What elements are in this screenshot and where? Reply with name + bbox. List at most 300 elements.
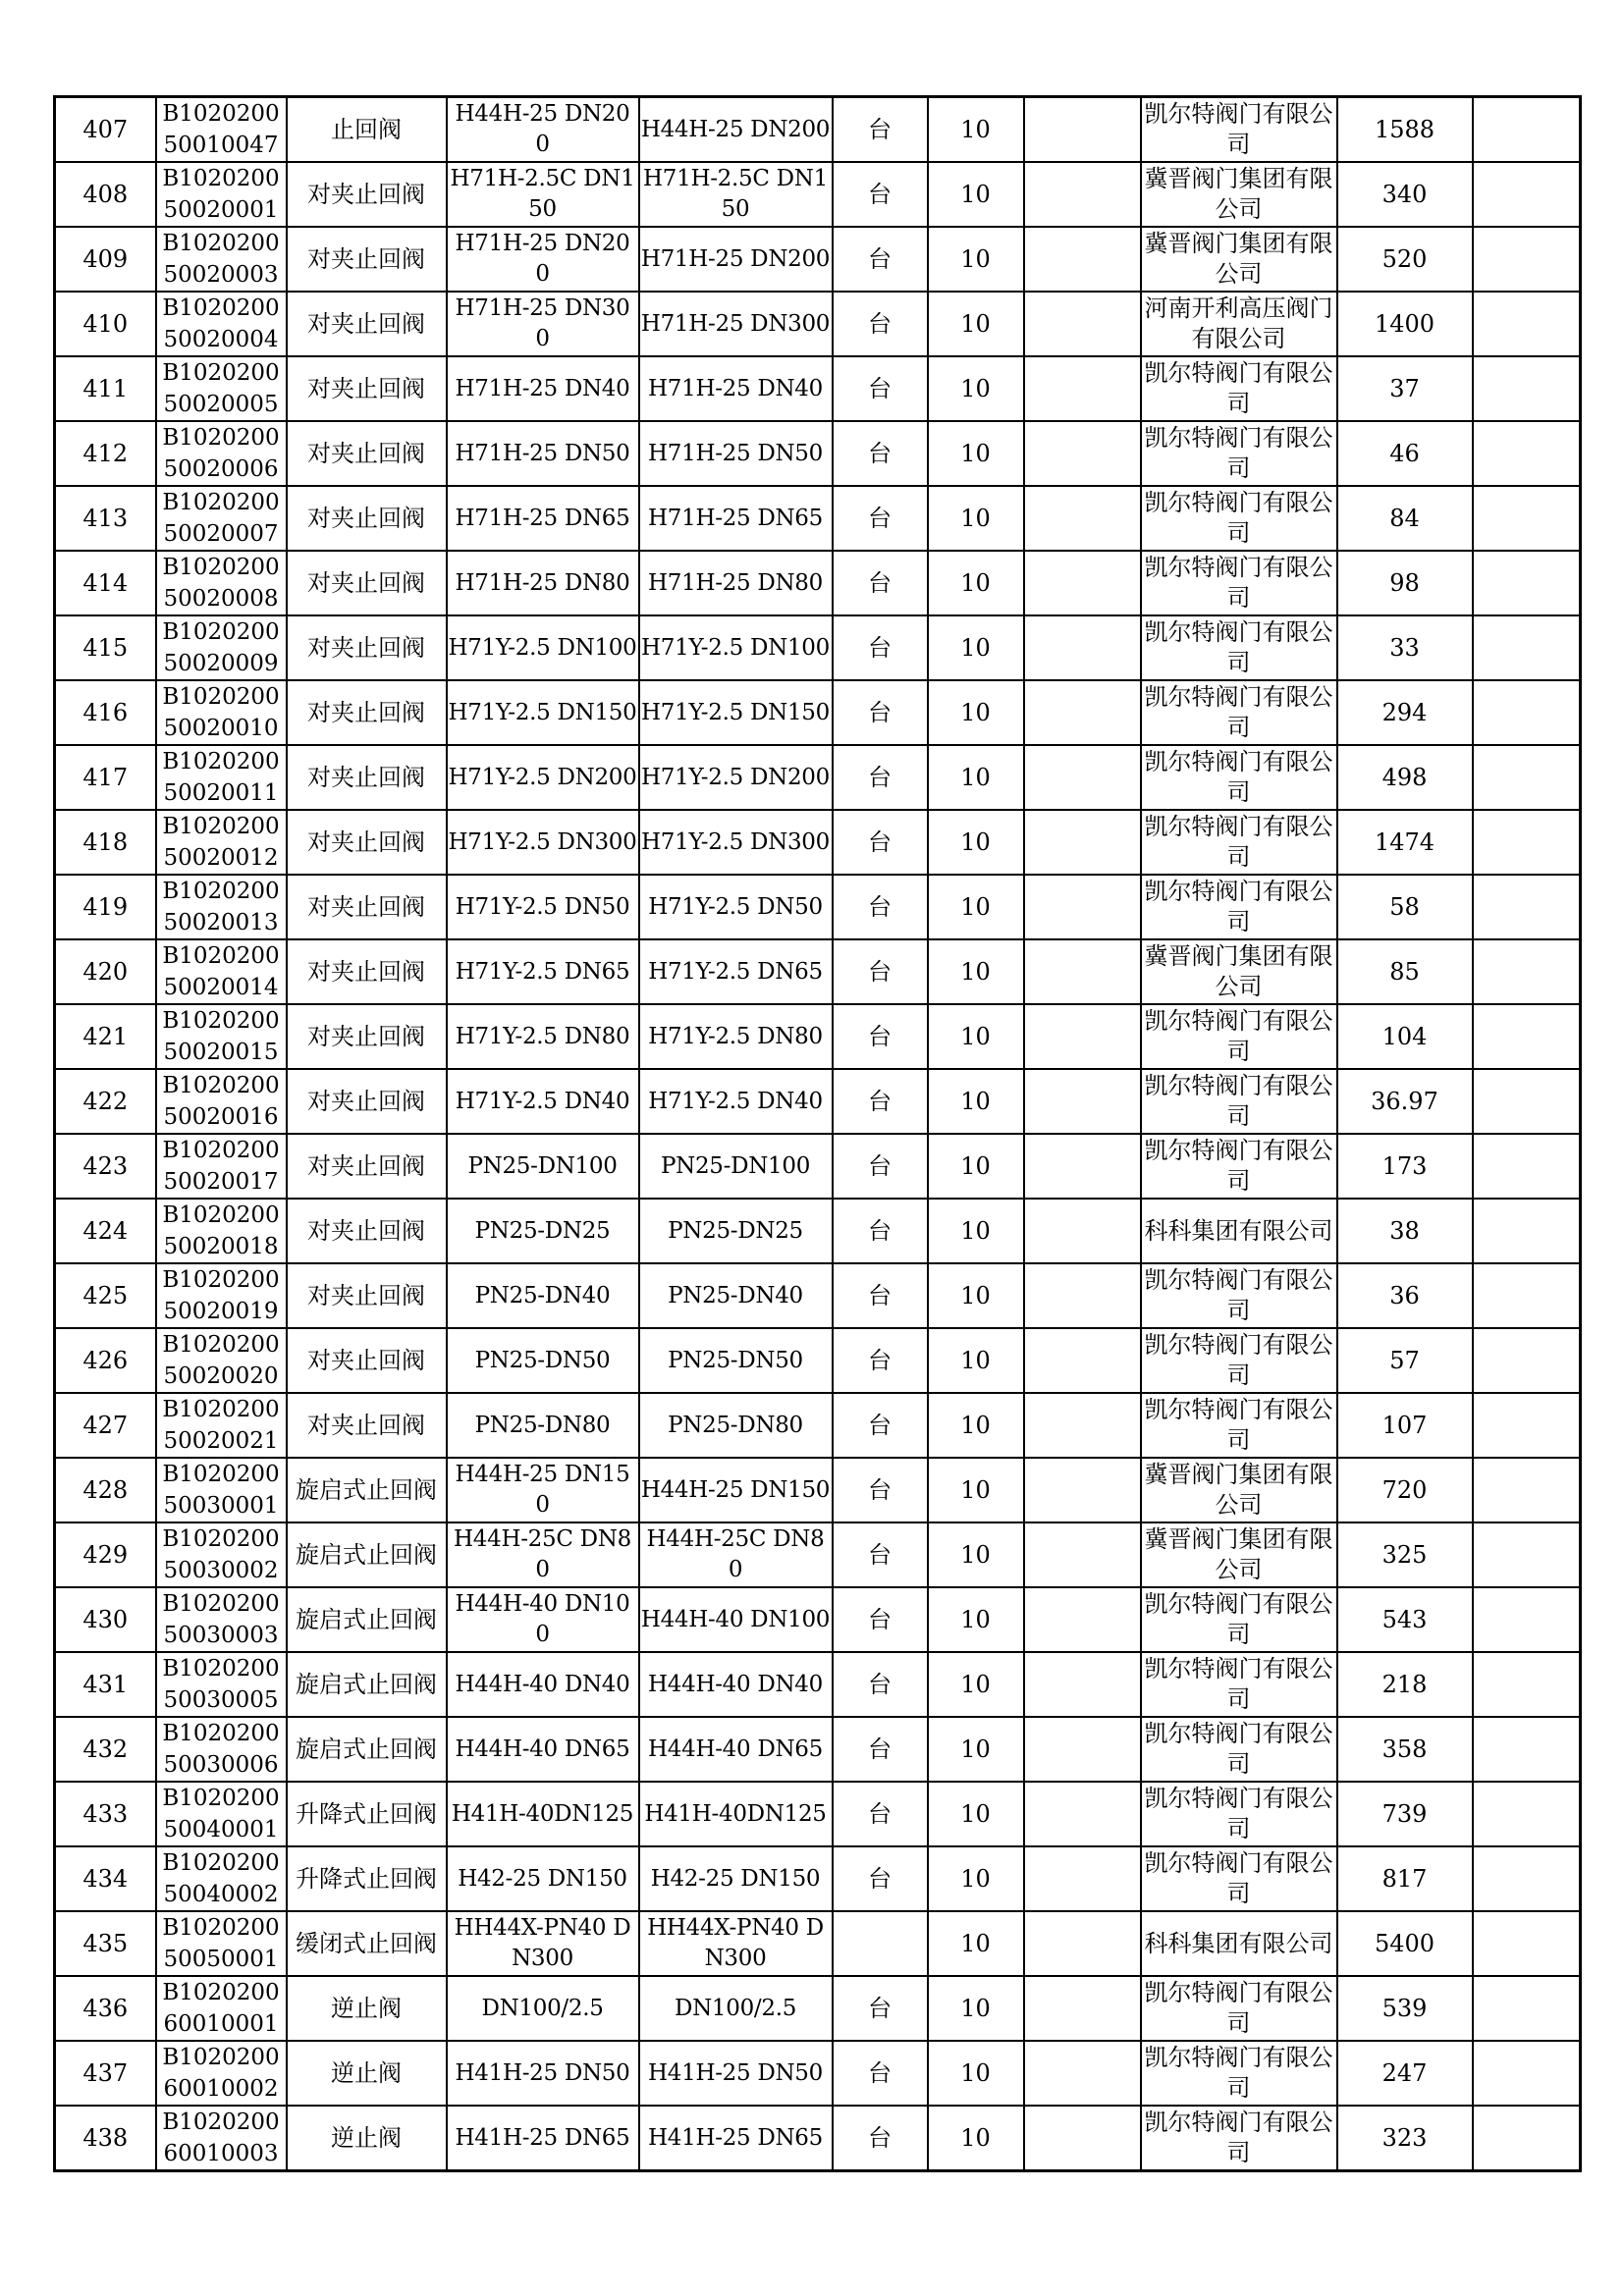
specification-cell: H71Y-2.5 DN150 [447, 680, 639, 745]
item-code-cell [156, 1393, 287, 1458]
item-code-line: B1020200 [162, 425, 280, 451]
item-code-line: 50020010 [163, 716, 279, 741]
item-name-cell: 对夹止回阀 [287, 1004, 447, 1069]
item-code-line: 50020008 [163, 586, 279, 612]
model-cell: H44H-25 DN200 [639, 97, 833, 163]
table-row [55, 421, 1581, 486]
item-code-line: B1020200 [162, 295, 280, 321]
row-number-cell: 434 [55, 1846, 156, 1911]
table-row [55, 292, 1581, 356]
unit-cell: 台 [833, 1393, 928, 1458]
item-code-line: B1020200 [162, 1008, 280, 1034]
row-number-cell: 410 [55, 292, 156, 356]
item-name-cell: 对夹止回阀 [287, 680, 447, 745]
specification-cell: H71Y-2.5 DN200 [447, 745, 639, 810]
row-number-cell: 407 [55, 97, 156, 163]
quantity-cell: 10 [928, 1134, 1024, 1199]
model-cell: PN25-DN50 [639, 1328, 833, 1393]
vendor-cell: 凯尔特阀门有限公司 [1141, 1782, 1337, 1846]
unit-cell: 台 [833, 1458, 928, 1522]
item-code-cell [156, 615, 287, 680]
price-cell: 57 [1337, 1328, 1473, 1393]
row-number-cell: 432 [55, 1717, 156, 1782]
model-cell: H71H-25 DN65 [639, 486, 833, 551]
specification-cell: H44H-25 DN150 [447, 1458, 639, 1522]
price-cell: 1474 [1337, 810, 1473, 875]
quantity-cell: 10 [928, 1652, 1024, 1717]
price-list-table [53, 95, 1582, 2172]
vendor-cell: 凯尔特阀门有限公司 [1141, 1004, 1337, 1069]
vendor-cell: 凯尔特阀门有限公司 [1141, 1717, 1337, 1782]
price-cell: 58 [1337, 875, 1473, 939]
item-code-cell [156, 227, 287, 292]
item-code-cell [156, 421, 287, 486]
price-cell: 84 [1337, 486, 1473, 551]
unit-cell: 台 [833, 745, 928, 810]
row-number-cell: 416 [55, 680, 156, 745]
item-code-line: 50030006 [163, 1752, 279, 1778]
note-cell [1024, 1782, 1141, 1846]
remarks-cell [1473, 1587, 1581, 1652]
price-cell: 323 [1337, 2106, 1473, 2171]
specification-cell: PN25-DN100 [447, 1134, 639, 1199]
item-code-line: B1020200 [162, 1721, 280, 1746]
vendor-cell: 凯尔特阀门有限公司 [1141, 1328, 1337, 1393]
price-cell: 218 [1337, 1652, 1473, 1717]
table-row [55, 1458, 1581, 1522]
table-row [55, 615, 1581, 680]
item-code-line: 50020007 [163, 521, 279, 547]
unit-cell: 台 [833, 356, 928, 421]
note-cell [1024, 2041, 1141, 2106]
item-name-cell: 旋启式止回阀 [287, 1652, 447, 1717]
item-code-cell [156, 745, 287, 810]
price-cell: 520 [1337, 227, 1473, 292]
table-row [55, 1328, 1581, 1393]
item-code-line: B1020200 [162, 1073, 280, 1098]
item-name-cell: 旋启式止回阀 [287, 1458, 447, 1522]
vendor-cell: 冀晋阀门集团有限公司 [1141, 227, 1337, 292]
vendor-cell: 凯尔特阀门有限公司 [1141, 356, 1337, 421]
note-cell [1024, 162, 1141, 227]
row-number-cell: 418 [55, 810, 156, 875]
vendor-cell: 凯尔特阀门有限公司 [1141, 745, 1337, 810]
item-code-line: 50020017 [163, 1169, 279, 1195]
specification-cell: PN25-DN80 [447, 1393, 639, 1458]
item-code-line: B1020200 [162, 360, 280, 386]
model-cell: H71Y-2.5 DN300 [639, 810, 833, 875]
item-code-cell [156, 1522, 287, 1587]
item-code-line: B1020200 [162, 490, 280, 515]
item-name-cell: 对夹止回阀 [287, 292, 447, 356]
remarks-cell [1473, 1976, 1581, 2041]
unit-cell: 台 [833, 162, 928, 227]
specification-cell: HH44X-PN40 DN300 [447, 1911, 639, 1976]
item-code-cell [156, 1069, 287, 1134]
remarks-cell [1473, 1652, 1581, 1717]
item-code-line: B1020200 [162, 2109, 280, 2135]
model-cell: H71H-25 DN40 [639, 356, 833, 421]
remarks-cell [1473, 486, 1581, 551]
item-name-cell: 对夹止回阀 [287, 1069, 447, 1134]
remarks-cell [1473, 1846, 1581, 1911]
table-row [55, 551, 1581, 615]
item-code-cell [156, 1911, 287, 1976]
quantity-cell: 10 [928, 97, 1024, 163]
quantity-cell: 10 [928, 1587, 1024, 1652]
item-name-cell: 止回阀 [287, 97, 447, 163]
item-name-cell: 对夹止回阀 [287, 875, 447, 939]
quantity-cell: 10 [928, 1458, 1024, 1522]
price-cell: 5400 [1337, 1911, 1473, 1976]
price-cell: 37 [1337, 356, 1473, 421]
vendor-cell: 冀晋阀门集团有限公司 [1141, 1522, 1337, 1587]
unit-cell: 台 [833, 1976, 928, 2041]
item-code-line: 50040001 [163, 1817, 279, 1842]
note-cell [1024, 615, 1141, 680]
note-cell [1024, 1652, 1141, 1717]
item-code-cell [156, 1134, 287, 1199]
vendor-cell: 凯尔特阀门有限公司 [1141, 97, 1337, 163]
model-cell: H44H-40 DN100 [639, 1587, 833, 1652]
item-code-line: B1020200 [162, 1915, 280, 1941]
remarks-cell [1473, 292, 1581, 356]
item-code-line: B1020200 [162, 1332, 280, 1358]
item-code-line: B1020200 [162, 1138, 280, 1163]
model-cell: PN25-DN80 [639, 1393, 833, 1458]
row-number-cell: 435 [55, 1911, 156, 1976]
vendor-cell: 凯尔特阀门有限公司 [1141, 615, 1337, 680]
specification-cell: H42-25 DN150 [447, 1846, 639, 1911]
item-code-line: B1020200 [162, 814, 280, 839]
price-cell: 358 [1337, 1717, 1473, 1782]
specification-cell: H44H-40 DN100 [447, 1587, 639, 1652]
row-number-cell: 438 [55, 2106, 156, 2171]
vendor-cell: 凯尔特阀门有限公司 [1141, 1846, 1337, 1911]
table-row [55, 875, 1581, 939]
remarks-cell [1473, 939, 1581, 1004]
table-row [55, 486, 1581, 551]
item-name-cell: 旋启式止回阀 [287, 1587, 447, 1652]
remarks-cell [1473, 551, 1581, 615]
model-cell: H71Y-2.5 DN40 [639, 1069, 833, 1134]
item-code-line: B1020200 [162, 1980, 280, 2005]
item-code-line: B1020200 [162, 1786, 280, 1811]
quantity-cell: 10 [928, 2041, 1024, 2106]
item-name-cell: 对夹止回阀 [287, 227, 447, 292]
note-cell [1024, 292, 1141, 356]
table-row [55, 1652, 1581, 1717]
vendor-cell: 河南开利高压阀门有限公司 [1141, 292, 1337, 356]
item-name-cell: 对夹止回阀 [287, 810, 447, 875]
vendor-cell: 凯尔特阀门有限公司 [1141, 1976, 1337, 2041]
vendor-cell: 凯尔特阀门有限公司 [1141, 1393, 1337, 1458]
quantity-cell: 10 [928, 939, 1024, 1004]
note-cell [1024, 875, 1141, 939]
specification-cell: H41H-25 DN65 [447, 2106, 639, 2171]
item-code-line: 50030001 [163, 1493, 279, 1519]
item-code-cell [156, 356, 287, 421]
quantity-cell: 10 [928, 356, 1024, 421]
item-code-line: 50020006 [163, 456, 279, 482]
price-cell: 817 [1337, 1846, 1473, 1911]
row-number-cell: 415 [55, 615, 156, 680]
specification-cell: H41H-40DN125 [447, 1782, 639, 1846]
vendor-cell: 凯尔特阀门有限公司 [1141, 680, 1337, 745]
specification-cell: H71H-25 DN300 [447, 292, 639, 356]
table-row [55, 1199, 1581, 1263]
item-code-line: 50020013 [163, 910, 279, 935]
model-cell: H44H-25 DN150 [639, 1458, 833, 1522]
item-code-line: 50020015 [163, 1040, 279, 1065]
unit-cell: 台 [833, 680, 928, 745]
note-cell [1024, 1587, 1141, 1652]
model-cell: H41H-25 DN65 [639, 2106, 833, 2171]
table-row [55, 1717, 1581, 1782]
item-code-cell [156, 939, 287, 1004]
remarks-cell [1473, 1199, 1581, 1263]
item-name-cell: 对夹止回阀 [287, 421, 447, 486]
remarks-cell [1473, 1134, 1581, 1199]
item-code-cell [156, 1976, 287, 2041]
note-cell [1024, 1328, 1141, 1393]
item-code-cell [156, 680, 287, 745]
item-code-cell [156, 1263, 287, 1328]
specification-cell: H44H-40 DN65 [447, 1717, 639, 1782]
specification-cell: PN25-DN50 [447, 1328, 639, 1393]
price-cell: 104 [1337, 1004, 1473, 1069]
note-cell [1024, 1263, 1141, 1328]
model-cell: PN25-DN40 [639, 1263, 833, 1328]
item-name-cell: 对夹止回阀 [287, 486, 447, 551]
unit-cell: 台 [833, 227, 928, 292]
specification-cell: H71H-25 DN80 [447, 551, 639, 615]
item-code-line: 50020020 [163, 1363, 279, 1389]
row-number-cell: 420 [55, 939, 156, 1004]
specification-cell: H71Y-2.5 DN40 [447, 1069, 639, 1134]
quantity-cell: 10 [928, 810, 1024, 875]
model-cell: H44H-40 DN65 [639, 1717, 833, 1782]
quantity-cell: 10 [928, 1522, 1024, 1587]
model-cell: H44H-25C DN80 [639, 1522, 833, 1587]
item-code-line: B1020200 [162, 166, 280, 191]
item-code-cell [156, 1652, 287, 1717]
row-number-cell: 411 [55, 356, 156, 421]
unit-cell: 台 [833, 1004, 928, 1069]
note-cell [1024, 2106, 1141, 2171]
quantity-cell: 10 [928, 1976, 1024, 2041]
row-number-cell: 428 [55, 1458, 156, 1522]
model-cell: H71Y-2.5 DN50 [639, 875, 833, 939]
quantity-cell: 10 [928, 2106, 1024, 2171]
remarks-cell [1473, 1263, 1581, 1328]
specification-cell: H44H-25C DN80 [447, 1522, 639, 1587]
item-code-cell [156, 162, 287, 227]
price-cell: 107 [1337, 1393, 1473, 1458]
unit-cell: 台 [833, 1199, 928, 1263]
item-code-line: 50020021 [163, 1428, 279, 1454]
price-cell: 98 [1337, 551, 1473, 615]
unit-cell: 台 [833, 2106, 928, 2171]
item-code-line: 50020016 [163, 1104, 279, 1130]
specification-cell: DN100/2.5 [447, 1976, 639, 2041]
note-cell [1024, 745, 1141, 810]
remarks-cell [1473, 875, 1581, 939]
item-code-line: B1020200 [162, 1267, 280, 1293]
item-code-cell [156, 2106, 287, 2171]
model-cell: H41H-25 DN50 [639, 2041, 833, 2106]
item-code-line: B1020200 [162, 1397, 280, 1422]
specification-cell: H71H-2.5C DN150 [447, 162, 639, 227]
table-row [55, 1263, 1581, 1328]
quantity-cell: 10 [928, 1004, 1024, 1069]
remarks-cell [1473, 162, 1581, 227]
item-code-line: 50040002 [163, 1882, 279, 1907]
model-cell: H71Y-2.5 DN100 [639, 615, 833, 680]
item-code-line: 50050001 [163, 1947, 279, 1972]
table-row [55, 1911, 1581, 1976]
item-code-line: 60010003 [163, 2141, 279, 2166]
price-cell: 498 [1337, 745, 1473, 810]
table-row [55, 680, 1581, 745]
item-code-cell [156, 1717, 287, 1782]
item-code-line: B1020200 [162, 231, 280, 256]
item-code-line: 50020012 [163, 845, 279, 871]
vendor-cell: 冀晋阀门集团有限公司 [1141, 162, 1337, 227]
item-code-line: 50030003 [163, 1623, 279, 1648]
item-code-line: B1020200 [162, 1202, 280, 1228]
quantity-cell: 10 [928, 615, 1024, 680]
row-number-cell: 413 [55, 486, 156, 551]
price-cell: 294 [1337, 680, 1473, 745]
table-row [55, 1069, 1581, 1134]
remarks-cell [1473, 680, 1581, 745]
item-code-cell [156, 551, 287, 615]
item-code-line: B1020200 [162, 749, 280, 774]
unit-cell: 台 [833, 97, 928, 163]
quantity-cell: 10 [928, 1393, 1024, 1458]
specification-cell: H71Y-2.5 DN300 [447, 810, 639, 875]
quantity-cell: 10 [928, 162, 1024, 227]
unit-cell: 台 [833, 551, 928, 615]
table-row [55, 1134, 1581, 1199]
table-row [55, 162, 1581, 227]
quantity-cell: 10 [928, 1328, 1024, 1393]
model-cell: DN100/2.5 [639, 1976, 833, 2041]
unit-cell: 台 [833, 875, 928, 939]
item-code-line: 50030005 [163, 1687, 279, 1713]
item-code-cell [156, 1328, 287, 1393]
unit-cell: 台 [833, 1328, 928, 1393]
quantity-cell: 10 [928, 1846, 1024, 1911]
note-cell [1024, 1069, 1141, 1134]
table-row [55, 2041, 1581, 2106]
item-code-line: 50020014 [163, 975, 279, 1000]
item-code-cell [156, 486, 287, 551]
vendor-cell: 凯尔特阀门有限公司 [1141, 875, 1337, 939]
note-cell [1024, 1004, 1141, 1069]
item-name-cell: 对夹止回阀 [287, 615, 447, 680]
quantity-cell: 10 [928, 421, 1024, 486]
item-name-cell: 升降式止回阀 [287, 1782, 447, 1846]
price-cell: 720 [1337, 1458, 1473, 1522]
row-number-cell: 436 [55, 1976, 156, 2041]
table-row [55, 1522, 1581, 1587]
specification-cell: H71Y-2.5 DN65 [447, 939, 639, 1004]
price-cell: 33 [1337, 615, 1473, 680]
row-number-cell: 427 [55, 1393, 156, 1458]
note-cell [1024, 421, 1141, 486]
row-number-cell: 425 [55, 1263, 156, 1328]
quantity-cell: 10 [928, 680, 1024, 745]
quantity-cell: 10 [928, 1782, 1024, 1846]
unit-cell: 台 [833, 1717, 928, 1782]
vendor-cell: 凯尔特阀门有限公司 [1141, 2106, 1337, 2171]
model-cell: HH44X-PN40 DN300 [639, 1911, 833, 1976]
item-code-line: B1020200 [162, 943, 280, 969]
table-row [55, 745, 1581, 810]
model-cell: H71H-25 DN50 [639, 421, 833, 486]
item-code-cell [156, 1846, 287, 1911]
item-code-cell [156, 292, 287, 356]
table-row [55, 2106, 1581, 2171]
item-name-cell: 对夹止回阀 [287, 356, 447, 421]
vendor-cell: 凯尔特阀门有限公司 [1141, 486, 1337, 551]
row-number-cell: 430 [55, 1587, 156, 1652]
note-cell [1024, 227, 1141, 292]
note-cell [1024, 1134, 1141, 1199]
price-cell: 247 [1337, 2041, 1473, 2106]
row-number-cell: 409 [55, 227, 156, 292]
vendor-cell: 凯尔特阀门有限公司 [1141, 1263, 1337, 1328]
quantity-cell: 10 [928, 875, 1024, 939]
price-cell: 173 [1337, 1134, 1473, 1199]
item-code-cell [156, 1782, 287, 1846]
price-cell: 85 [1337, 939, 1473, 1004]
note-cell [1024, 551, 1141, 615]
note-cell [1024, 356, 1141, 421]
quantity-cell: 10 [928, 551, 1024, 615]
remarks-cell [1473, 2041, 1581, 2106]
note-cell [1024, 97, 1141, 163]
quantity-cell: 10 [928, 745, 1024, 810]
row-number-cell: 431 [55, 1652, 156, 1717]
item-code-line: 50020005 [163, 392, 279, 417]
remarks-cell [1473, 1328, 1581, 1393]
vendor-cell: 冀晋阀门集团有限公司 [1141, 1458, 1337, 1522]
item-code-cell [156, 810, 287, 875]
row-number-cell: 408 [55, 162, 156, 227]
specification-cell: PN25-DN40 [447, 1263, 639, 1328]
price-cell: 340 [1337, 162, 1473, 227]
item-name-cell: 对夹止回阀 [287, 162, 447, 227]
specification-cell: H41H-25 DN50 [447, 2041, 639, 2106]
vendor-cell: 凯尔特阀门有限公司 [1141, 2041, 1337, 2106]
specification-cell: H44H-25 DN200 [447, 97, 639, 163]
price-cell: 36 [1337, 1263, 1473, 1328]
item-name-cell: 对夹止回阀 [287, 1393, 447, 1458]
remarks-cell [1473, 227, 1581, 292]
table-row [55, 97, 1581, 163]
item-name-cell: 逆止阀 [287, 1976, 447, 2041]
row-number-cell: 421 [55, 1004, 156, 1069]
specification-cell: H44H-40 DN40 [447, 1652, 639, 1717]
specification-cell: H71Y-2.5 DN50 [447, 875, 639, 939]
vendor-cell: 科科集团有限公司 [1141, 1911, 1337, 1976]
unit-cell: 台 [833, 1782, 928, 1846]
item-code-cell [156, 2041, 287, 2106]
quantity-cell: 10 [928, 1263, 1024, 1328]
